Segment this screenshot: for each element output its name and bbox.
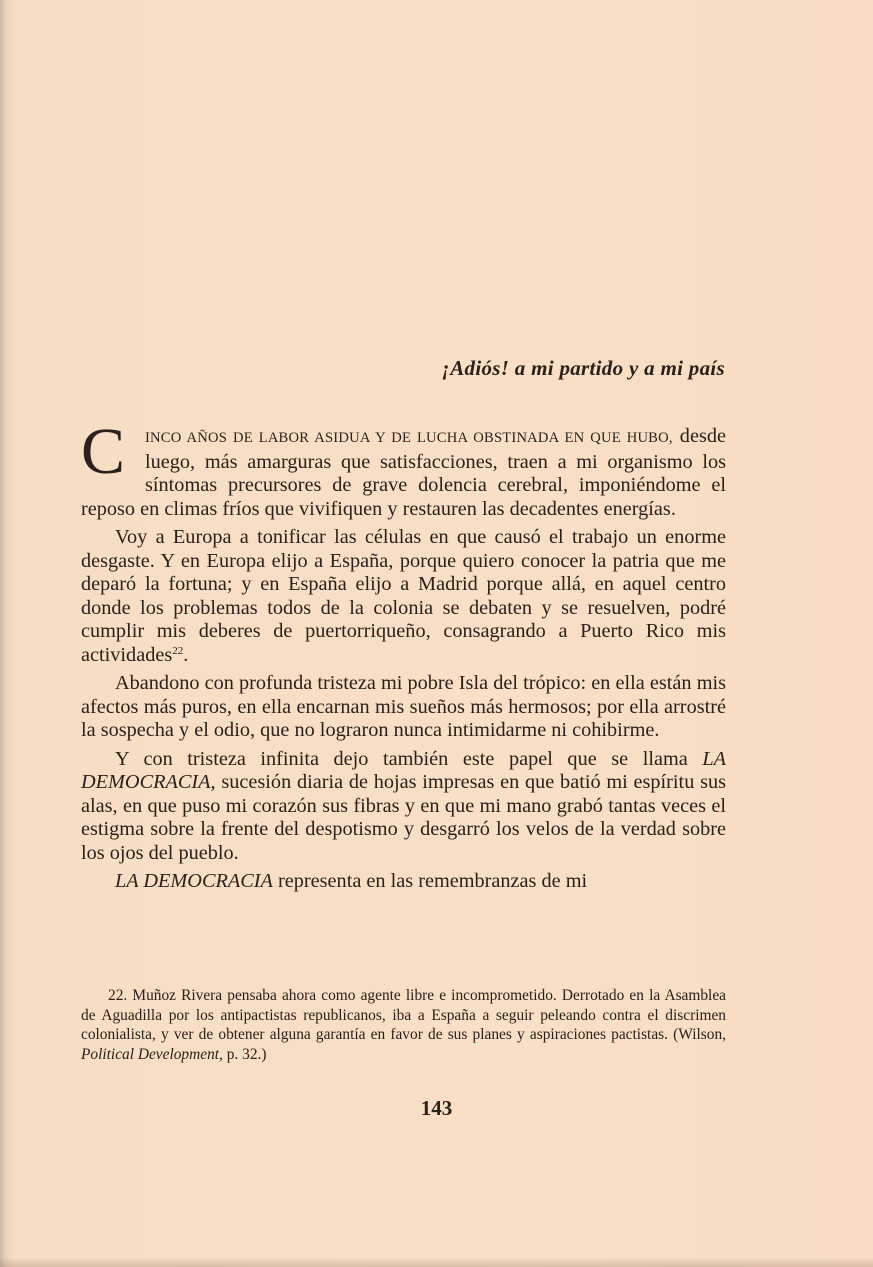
footnote bbox=[81, 986, 726, 1064]
paragraph-4 bbox=[81, 748, 726, 866]
page-shadow bbox=[0, 1257, 873, 1267]
drop-cap: C bbox=[81, 415, 126, 488]
chapter-title: ¡Adiós! a mi partido y a mi país bbox=[441, 356, 725, 380]
page-number: 143 bbox=[420, 1096, 453, 1120]
footnote-number: 22. bbox=[108, 987, 128, 1004]
small-caps-lead: INCO AÑOS DE LABOR ASIDUA Y DE LUCHA OBSTINADA EN QUE HUBO, bbox=[145, 430, 673, 446]
paragraph-1 bbox=[81, 415, 726, 521]
paragraph-2 bbox=[81, 526, 726, 667]
footnote-reference[interactable]: 22 bbox=[172, 644, 184, 657]
paragraph-4-before: Y con tristeza infinita dejo también este papel que se llama bbox=[115, 747, 703, 770]
paragraph-5-after: representa en las remembranzas de mi bbox=[272, 870, 588, 892]
paragraph-2-end: . bbox=[183, 643, 189, 666]
paragraph-5 bbox=[81, 870, 726, 894]
footnote-source: Political Development, bbox=[81, 1045, 223, 1063]
newspaper-name: LA DEMOCRACIA, bbox=[81, 747, 726, 793]
paragraph-2-text: Voy a Europa a tonificar las células en que causó el trabajo un enorme desgaste. Y en Europa elijo a España, porque quiero conocer la patria que me deparó la fortuna; y en España elijo a Madrid porque allá, en aquel centro donde los problemas todos de la colonia se debaten y se resuelven, podré cumplir mis deberes de puertorriqueño, consagrando a Puerto Rico mis actividades bbox=[81, 526, 726, 666]
paragraph-4-after: sucesión diaria de hojas impresas en que batió mi espíritu sus alas, en que puso mi corazón sus fibras y en que mi mano grabó tantas veces el estigma sobre la frente del despotismo y desgarró los velos de la verdad sobre los ojos del pueblo. bbox=[81, 771, 726, 864]
newspaper-name-2: LA DEMOCRACIA bbox=[115, 870, 273, 892]
body-text bbox=[81, 415, 726, 894]
footnote-text: Muñoz Rivera pensaba ahora como agente libre e incomprometido. Derrotado en la Asamblea de Aguadilla por los antipactistas republicanos, iba a España a seguir peleando contra el discrimen colonialista, y ver de obtener alguna garantía en favor de sus planes y aspiraciones pactistas. (Wilson, bbox=[81, 987, 726, 1044]
paragraph-1-text: desde luego, más amarguras que satisfacciones, traen a mi organismo los síntomas precursores de grave dolencia cerebral, imponiéndome el reposo en climas fríos que vivifiquen y restauren las decadentes energías. bbox=[81, 425, 726, 520]
paragraph-3 bbox=[81, 672, 726, 743]
paragraph-3-text: Abandono con profunda tristeza mi pobre Isla del trópico: en ella están mis afectos más puros, en ella encarnan mis sueños más hermosos; por ella arrostré la sospecha y el odio, que no lograron nunca intimidarme ni cohibirme. bbox=[81, 672, 726, 741]
footnote-source-after: p. 32.) bbox=[222, 1045, 267, 1063]
